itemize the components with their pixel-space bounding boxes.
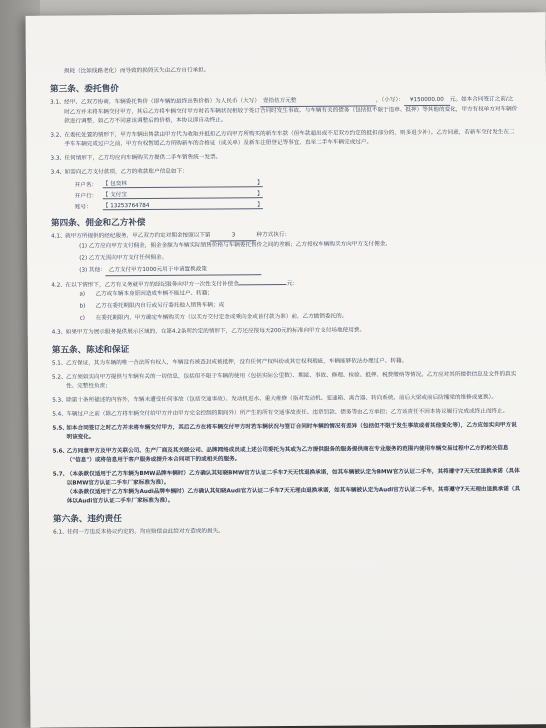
account-number-row	[51, 198, 519, 210]
clause-number: 3.1、	[50, 99, 65, 106]
clause-text-part: 种方式执行：	[256, 231, 291, 239]
clause-text-part: 经甲、乙双方协商，车辆委托售价（即车辆的最终出售价格）为人民币（大写）	[64, 98, 260, 106]
account-number-field	[103, 200, 263, 210]
clause-text-audi: （本条款仅适用于乙方车辆为Audi品牌车辆时）乙方确认其知晓Audi官方认证二手车7天无理由退换承诺，如其车辆被认定为Audi官方认证二手车，其将遵守7天无理由退换承诺（具体以Audi官方认证二手车厂家标准为准）。	[66, 486, 521, 505]
clause-text: 车辆过户之前（除乙方将车辆交付给甲方并由甲方完全控制的期间外）所产生的所有交通事故责任、违章罚款、债务等由乙方承担；乙方该责任不因本协议履行完成或终止而终止。	[66, 408, 509, 418]
clause-number: 3.4、	[50, 169, 66, 176]
account-name-label: 开户名：	[74, 181, 98, 188]
bracket-open: 【	[102, 181, 109, 188]
other-option-field: 乙方支付甲方1000元用于申请置换政策	[106, 265, 262, 276]
clause-6-1	[53, 525, 521, 537]
bracket-close: 】	[257, 191, 263, 198]
clause-3-2	[50, 128, 518, 149]
account-name-value: 包奕林	[110, 181, 127, 188]
contract-content	[50, 64, 521, 537]
clause-text: 除第十条所描述的内容外，车辆未遭受任何事故（包括交通事故）、发动机进水、重大维修（指对发动机、变速箱、离合器、转向系统、前后大梁或前后防撞梁的维修或更换）。	[66, 394, 497, 404]
clause-number: 5.5、	[52, 425, 68, 432]
case-text: 乙方在委托期限内自行或另行委托他人销售车辆；或	[95, 302, 225, 310]
clause-text	[64, 95, 518, 126]
case-key: a)	[79, 291, 86, 298]
section-5-title: 第五条、陈述和保证	[51, 345, 130, 356]
clause-text: 任何一方违反本协议约定的，均应赔偿由此给对方造成的损失。	[67, 528, 224, 536]
case-key: c)	[79, 315, 85, 322]
account-bank-label: 开户行：	[74, 192, 98, 199]
clause-text-part: 元：	[286, 280, 299, 288]
clause-number: 5.2、	[52, 374, 67, 381]
account-number-label: 账号：	[74, 203, 92, 210]
option-text: (2) 乙方无需向甲方支付任何佣金。	[79, 254, 168, 262]
compensation-amount-field	[239, 284, 287, 285]
clause-number: 5.3、	[52, 397, 67, 404]
intro-line: 损耗（比如线路老化）而导致的损毁灭失由乙方自行承担。	[63, 67, 210, 75]
clause-number: 4.1、	[51, 233, 66, 240]
clause-3-1	[50, 95, 518, 126]
clause-text-part: ，（小写）：	[375, 97, 404, 104]
clause-text: 在委托处置的情形下，甲方车辆出售款由甲方代为收取并抵扣乙方向甲方所购买的新车车款（但车款超出或不足双方约定的抵扣部分的，则多退少补）。乙方同意，若新车交付发生在二手车车辆完成过户之前，甲方有权暂缓乙方所购新车的合格证（或关单）及新车注册登记等事宜，直至二手车车辆完成过户。	[64, 129, 515, 148]
section-6-title: 第六条、违约责任	[53, 514, 122, 525]
clause-text: 如果甲方为展示服务提供展示区域的，在第4.2条所约定的情形下，乙方还应按每天200元的标准向甲方支付场地使用费。	[65, 327, 366, 336]
bracket-close: 】	[257, 180, 263, 187]
clause-5-5	[52, 421, 520, 442]
bracket-open: 【	[102, 192, 109, 199]
account-bank-field	[103, 189, 263, 199]
clause-number: 5.6、	[52, 448, 69, 455]
clause-number: 5.7、	[52, 471, 69, 478]
case-key: b)	[79, 303, 86, 310]
price-chinese-field: 壹拾伍万元整	[260, 96, 376, 107]
clause-text-part: 在以下情形下，乙方有义务就甲方的经纪服务向甲方一次性支付补偿金	[65, 281, 239, 289]
clause-text: 乙方须如实向甲方提供与车辆有关的一切信息，包括但不限于车辆的使用（包括实际公里数）、期匿、事故、修理、检验、抵押、税费缴纳等情况。乙方应对其所提供信息及文件的真实性、完整性负责；	[66, 371, 517, 390]
clause-text: 任何情形下，乙方均应向车辆购买方提供二手车销售统一发票。	[64, 154, 222, 162]
clause-number: 4.3、	[51, 329, 67, 336]
account-bank-row	[51, 187, 519, 199]
contract-page	[26, 12, 546, 728]
clause-number: 5.1、	[51, 360, 67, 367]
account-name-row	[51, 176, 519, 188]
clause-text: 乙方同意甲方及甲方关联公司、生产厂商及其关联公司、品牌网络成员或上述公司委托为其或为乙方提供服务的服务提供商在专业服务的范围内使用车辆交易过程中乙方的相关信息（"信息"）或将信息用于客户服务或提升本合同项下的或相关的服务。	[66, 445, 509, 464]
clause-text: 如本合同签订之时乙方并未将车辆交付甲方，其后乙方在将车辆交付甲方时若车辆状况与签订合同时车辆的情况有差异（包括但不限于发生事故或者其他变化等），乙方应如实向甲方说明该变化。	[66, 422, 517, 441]
clause-text-part: 元。如本合同签订之前/之时乙方并未将车辆交付甲方，其后乙方将车辆交付甲方时若车辆状况相较于签订合同时发生事故、与车辆有关的债务（包括但不限于违章、抵押）等其他的变化，甲方有权单方对车辆价款进行调整，如乙方不同意该调整后的价格，本协议即自动终止。	[64, 96, 518, 125]
option-text: (1) 乙方应向甲方支付佣金，佣金金额为车辆实际销售价格与车辆委托售价之间的差额；乙方授权车辆购买方向甲方支付佣金。	[79, 241, 391, 250]
account-bank-value: 支付宝	[110, 192, 127, 199]
clause-text: 如需向乙方支付款项，乙方的收款账户信息如下：	[64, 168, 188, 176]
clause-text-bmw: （本条款仅适用于乙方车辆为BMW品牌车辆时）乙方确认其知晓BMW官方认证二手车7天无忧退换承诺，如其车辆被认定为BMW官方认证二手车，其将遵守7天无忧退换承诺（具体以BMW官方认证二手车厂家标准为准）。	[66, 468, 520, 487]
clause-5-2	[52, 370, 520, 391]
account-name-field	[103, 178, 263, 188]
clause-number: 3.3、	[50, 155, 66, 162]
clause-text-part: 就甲方所提供的经纪服务，甲乙双方约定对佣金按照以下第	[65, 232, 211, 240]
account-number-value: 13253764784	[110, 202, 150, 210]
clause-number: 4.2、	[51, 282, 66, 289]
case-text: 在委托期限内，甲方确定车辆购买方（以买方交付定金或乘向金或首付款为准）前，乙方撤销委托的。	[95, 313, 348, 322]
clause-text: 乙方保证，其为车辆的唯一合法所有权人，车辆没有被查封或被抵押，没有任何产权纠纷或其它权利瑕疵，车辆能够依法办理过户、转籍。	[65, 358, 408, 367]
clause-4-3	[52, 325, 520, 337]
clause-number: 6.1、	[53, 529, 68, 536]
clause-text	[67, 467, 521, 506]
section-3-title: 第三条、委托售价	[50, 84, 119, 95]
clause-5-6	[53, 444, 521, 465]
section-4-title: 第四条、佣金和乙方补偿	[50, 217, 146, 229]
clause-number: 5.4、	[52, 411, 67, 418]
case-text: 乙方或车辆本身原因造成车辆不能过户、转籍；	[95, 290, 213, 298]
clause-5-7	[53, 467, 521, 506]
clause-3-4	[51, 165, 519, 177]
commission-option-field: 3	[210, 231, 256, 241]
clause-number: 3.2、	[50, 132, 65, 139]
bracket-close: 】	[257, 202, 263, 209]
option-text: (3) 其他：	[79, 267, 106, 274]
bracket-open: 【	[102, 203, 109, 210]
price-numeric-field: ¥150000.00	[404, 96, 450, 106]
